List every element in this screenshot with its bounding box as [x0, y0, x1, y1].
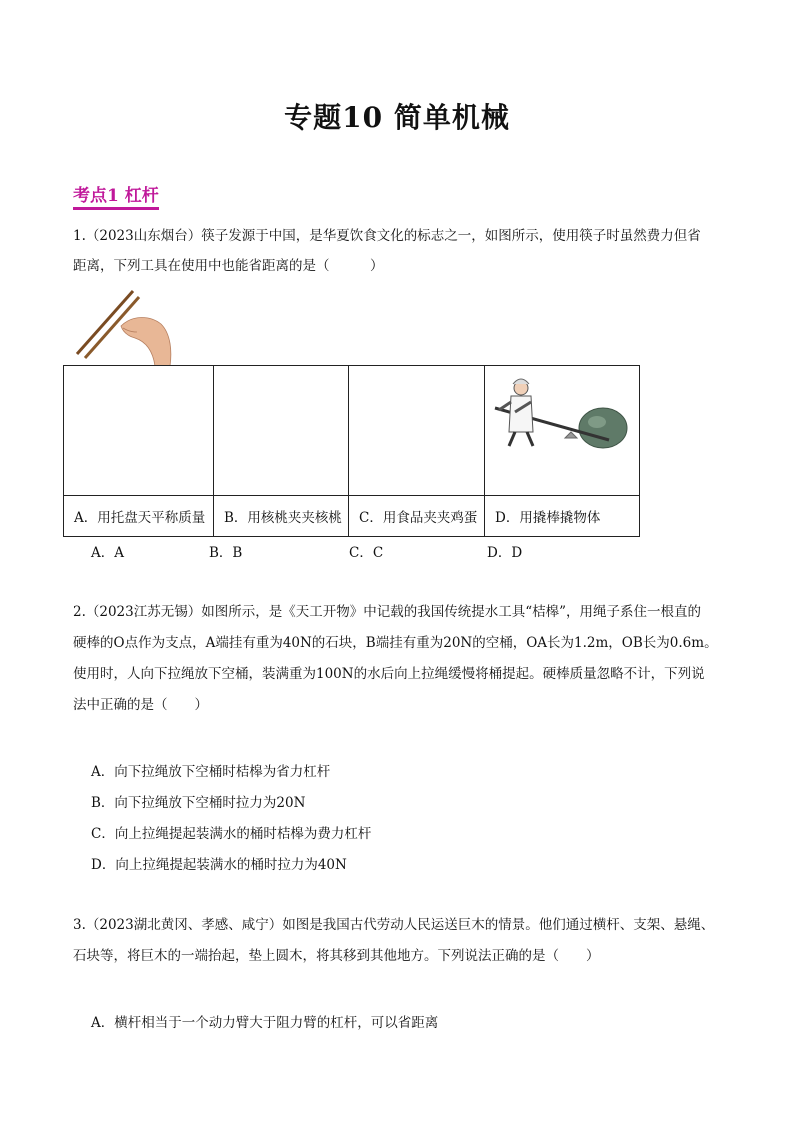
option-b-label: B．用核桃夹夹核桃 — [214, 496, 349, 537]
option-c-label: C．用食品夹夹鸡蛋 — [349, 496, 485, 537]
q1-answer-d: D．D — [487, 545, 523, 561]
option-a-image — [64, 366, 214, 496]
page-title: 专题10 简单机械 — [284, 101, 510, 134]
q3-text-line1: 3.（2023湖北黄冈、孝感、咸宁）如图是我国古代劳动人民运送巨木的情景。他们通过横杆、支架、悬绳、 — [73, 917, 715, 933]
q1-answer-b: B．B — [209, 545, 243, 561]
q1-text-line1: 1.（2023山东烟台）筷子发源于中国，是华夏饮食文化的标志之一，如图所示，使用筷子时虽然费力但省 — [73, 228, 701, 244]
q3-choice-a: A．横杆相当于一个动力臂大于阻力臂的杠杆，可以省距离 — [91, 1015, 439, 1031]
option-b-image — [214, 366, 349, 496]
option-d-image — [485, 366, 640, 496]
q2-choice-a: A．向下拉绳放下空桶时桔槔为省力杠杆 — [91, 764, 331, 780]
q3-text-line2: 石块等，将巨木的一端抬起，垫上圆木，将其移到其他地方。下列说法正确的是（ ） — [73, 948, 600, 964]
option-d-label: D．用撬棒撬物体 — [485, 496, 640, 537]
q1-answer-a: A．A — [91, 545, 124, 561]
q2-text-line4: 法中正确的是（ ） — [73, 697, 208, 713]
q2-text-line2: 硬棒的O点作为支点，A端挂有重为40N的石块，B端挂有重为20N的空桶，OA长为1.2m，OB长为0.6m。 — [73, 635, 718, 651]
q1-text-line2: 距离，下列工具在使用中也能省距离的是（ ） — [73, 258, 384, 274]
crowbar-illustration — [485, 366, 639, 491]
q2-choice-c: C．向上拉绳提起装满水的桶时桔槔为费力杠杆 — [91, 826, 372, 842]
q2-choice-d: D．向上拉绳提起装满水的桶时拉力为40N — [91, 857, 347, 873]
option-c-image — [349, 366, 485, 496]
section-heading: 考点1 杠杆 — [73, 186, 159, 210]
q2-choice-b: B．向下拉绳放下空桶时拉力为20N — [91, 795, 306, 811]
q2-text-line1: 2.（2023江苏无锡）如图所示，是《天工开物》中记载的我国传统提水工具“桔槔”，用绳子系住一根直的 — [73, 604, 702, 620]
q1-options-table — [63, 365, 640, 537]
chopsticks-hand-illustration — [73, 288, 173, 366]
option-a-label: A．用托盘天平称质量 — [64, 496, 214, 537]
q1-answer-c: C．C — [349, 545, 384, 561]
q2-text-line3: 使用时，人向下拉绳放下空桶，装满重为100N的水后向上拉绳缓慢将桶提起。硬棒质量忽略不计，下列说 — [73, 666, 705, 682]
